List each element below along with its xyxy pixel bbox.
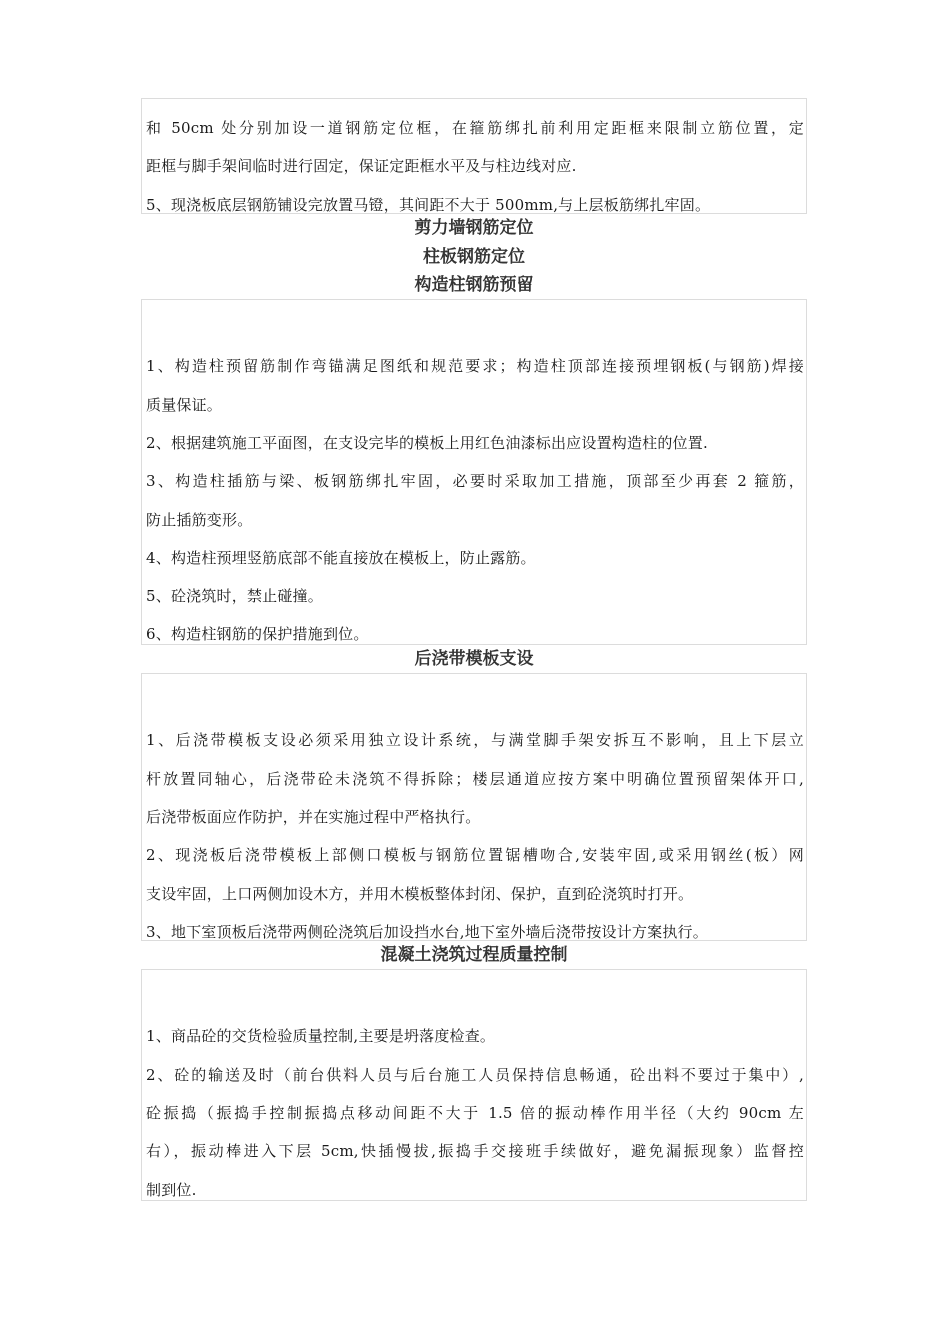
paragraph-line: 1、商品砼的交货检验质量控制,主要是坍落度检查。 <box>146 1027 496 1045</box>
heading-post-pour-strip: 后浇带模板支设 <box>414 649 534 669</box>
heading-constructional-column: 构造柱钢筋预留 <box>414 275 534 295</box>
paragraph-line: 6、构造柱钢筋的保护措施到位。 <box>146 625 369 643</box>
paragraph-line: 2、砼的输送及时（前台供料人员与后台施工人员保持信息畅通，砼出料不要过于集中）, <box>146 1066 804 1084</box>
paragraph-line: 支设牢固，上口两侧加设木方，并用木模板整体封闭、保护，直到砼浇筑时打开。 <box>146 885 694 903</box>
paragraph-line: 1、后浇带模板支设必须采用独立设计系统，与满堂脚手架安拆互不影响，且上下层立 <box>146 731 804 749</box>
text-block-rebar-positioning <box>141 98 807 214</box>
paragraph-line: 2、根据建筑施工平面图，在支设完毕的模板上用红色油漆标出应设置构造柱的位置. <box>146 434 708 452</box>
heading-column-slab: 柱板钢筋定位 <box>423 247 525 267</box>
paragraph-line: 5、砼浇筑时，禁止碰撞。 <box>146 587 323 605</box>
paragraph-line: 3、构造柱插筋与梁、板钢筋绑扎牢固，必要时采取加工措施，顶部至少再套 2 箍筋， <box>146 472 804 490</box>
paragraph-line: 砼振捣（振捣手控制振捣点移动间距不大于 1.5 倍的振动棒作用半径（大约 90cm 左 <box>146 1104 804 1122</box>
paragraph-line: 4、构造柱预埋竖筋底部不能直接放在模板上，防止露筋。 <box>146 549 536 567</box>
paragraph-line: 后浇带板面应作防护，并在实施过程中严格执行。 <box>146 808 481 826</box>
paragraph-line: 质量保证。 <box>146 396 223 414</box>
paragraph-line: 2、现浇板后浇带模板上部侧口模板与钢筋位置锯槽吻合,安装牢固,或采用钢丝(板）网 <box>146 846 804 864</box>
text-block-concrete-quality <box>141 969 807 1201</box>
heading-concrete-quality: 混凝土浇筑过程质量控制 <box>380 945 568 965</box>
text-block-constructional-column <box>141 299 807 645</box>
paragraph-line: 5、现浇板底层钢筋铺设完放置马镫，其间距不大于 500mm,与上层板筋绑扎牢固。 <box>146 196 711 214</box>
paragraph-line: 杆放置同轴心，后浇带砼未浇筑不得拆除；楼层通道应按方案中明确位置预留架体开口, <box>146 770 804 788</box>
heading-shear-wall: 剪力墙钢筋定位 <box>414 218 534 238</box>
text-block-post-pour-strip <box>141 673 807 941</box>
paragraph-line: 和 50cm 处分别加设一道钢筋定位框，在箍筋绑扎前利用定距框来限制立筋位置，定 <box>146 119 804 137</box>
paragraph-line: 制到位. <box>146 1181 197 1199</box>
paragraph-line: 距框与脚手架间临时进行固定，保证定距框水平及与柱边线对应. <box>146 157 577 175</box>
paragraph-line: 1、构造柱预留筋制作弯锚满足图纸和规范要求；构造柱顶部连接预埋钢板(与钢筋)焊接 <box>146 357 804 375</box>
paragraph-line: 右），振动棒进入下层 5cm,快插慢拔,振捣手交接班手续做好，避免漏振现象）监督控 <box>146 1142 804 1160</box>
paragraph-line: 3、地下室顶板后浇带两侧砼浇筑后加设挡水台,地下室外墙后浇带按设计方案执行。 <box>146 923 708 941</box>
paragraph-line: 防止插筋变形。 <box>146 511 253 529</box>
